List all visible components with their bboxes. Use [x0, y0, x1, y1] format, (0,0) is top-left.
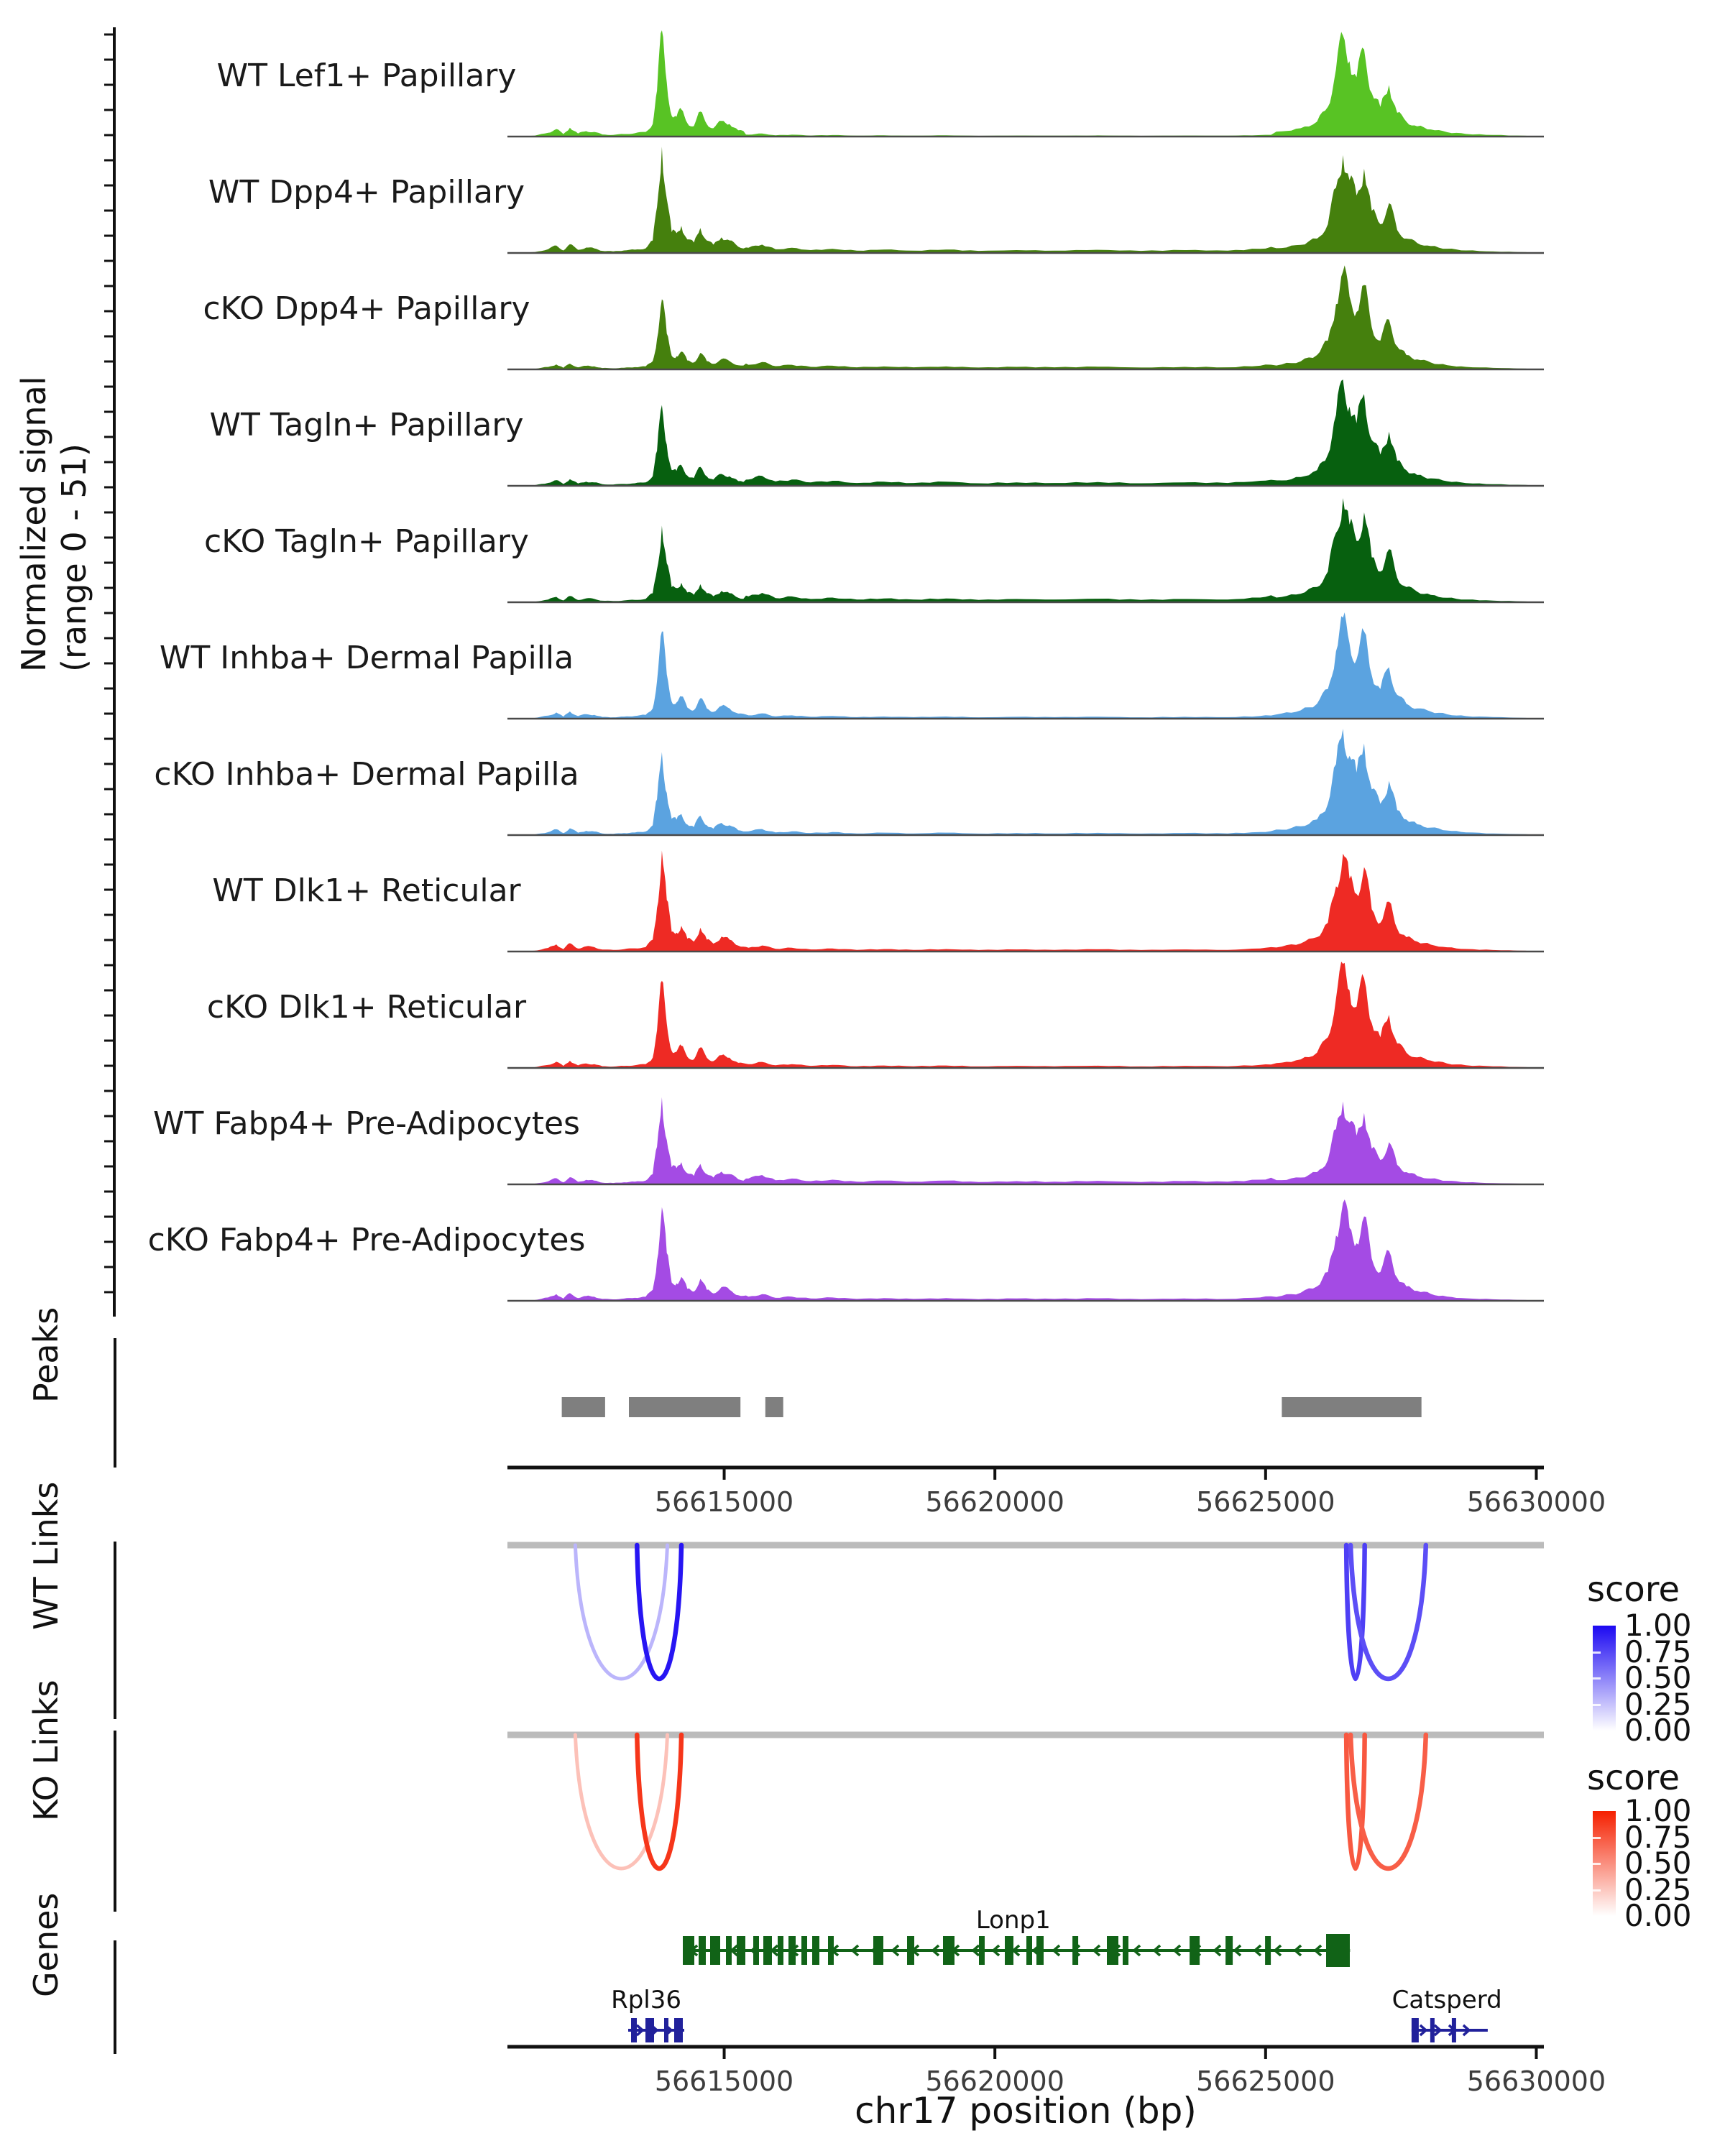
gene-exon-Lonp1	[726, 1936, 732, 1965]
peak-interval-1	[562, 1397, 605, 1417]
track-label-4: WT Tagln+ Papillary	[209, 407, 524, 443]
track-label-5: cKO Tagln+ Papillary	[204, 523, 529, 560]
bottom-x-axis-tick-label: 56620000	[925, 2065, 1064, 2097]
signal-area-9	[510, 962, 1542, 1068]
signal-area-11	[510, 1199, 1542, 1301]
bottom-x-axis-tick-label: 56615000	[654, 2065, 794, 2097]
ko-score-legend-label-0.00: 0.00	[1624, 1898, 1692, 1933]
track-label-8: WT Dlk1+ Reticular	[212, 872, 521, 909]
gene-exon-Rpl36	[631, 2018, 637, 2042]
gene-exon-Lonp1	[1326, 1934, 1350, 1967]
peak-interval-4	[1282, 1397, 1421, 1417]
gene-exon-Lonp1	[778, 1936, 783, 1965]
signal-area-1	[510, 30, 1542, 137]
wt-score-legend-title: score	[1587, 1570, 1680, 1610]
gene-exon-Lonp1	[1072, 1936, 1078, 1965]
gene-exon-Catsperd	[1430, 2018, 1435, 2042]
gene-exon-Rpl36	[645, 2018, 654, 2042]
gene-exon-Lonp1	[788, 1936, 796, 1965]
gene-exon-Lonp1	[753, 1936, 759, 1965]
wt-score-legend-label-0.75: 0.75	[1624, 1634, 1692, 1669]
peaks-x-axis-tick-label: 56615000	[654, 1486, 794, 1518]
track-label-11: cKO Fabp4+ Pre-Adipocytes	[147, 1222, 586, 1258]
ko-score-legend-title: score	[1587, 1758, 1680, 1798]
peaks-x-axis-tick-label: 56620000	[925, 1486, 1064, 1518]
gene-exon-Lonp1	[737, 1936, 745, 1965]
gene-exon-Lonp1	[710, 1936, 720, 1965]
ko-score-legend-gradient-tick	[1593, 1889, 1601, 1892]
gene-exon-Lonp1	[801, 1936, 807, 1965]
gene-exon-Catsperd	[1452, 2018, 1456, 2042]
wt-score-legend-label-0.50: 0.50	[1624, 1660, 1692, 1695]
signal-area-4	[510, 379, 1542, 486]
gene-label-Lonp1: Lonp1	[975, 1906, 1051, 1935]
gene-exon-Lonp1	[699, 1936, 706, 1965]
x-axis-title: chr17 position (bp)	[855, 2090, 1197, 2132]
peaks-x-axis-tick-label: 56630000	[1466, 1486, 1606, 1518]
peak-interval-3	[765, 1397, 783, 1417]
gene-label-Rpl36: Rpl36	[611, 1986, 682, 2014]
gene-exon-Lonp1	[907, 1936, 914, 1965]
ko-score-legend-gradient-tick	[1593, 1863, 1601, 1865]
gene-exon-Rpl36	[674, 2018, 683, 2042]
gene-exon-Lonp1	[1123, 1936, 1128, 1965]
wt-score-legend-gradient-tick	[1593, 1677, 1601, 1680]
gene-exon-Lonp1	[943, 1936, 954, 1965]
wt-score-legend-gradient-tick	[1593, 1704, 1601, 1706]
ko-score-legend-gradient-tick	[1593, 1837, 1601, 1839]
wt-score-legend-label-0.00: 0.00	[1624, 1713, 1692, 1748]
track-label-1: WT Lef1+ Papillary	[216, 57, 517, 94]
track-label-3: cKO Dpp4+ Papillary	[203, 290, 530, 327]
gene-exon-Lonp1	[763, 1936, 772, 1965]
gene-exon-Lonp1	[873, 1936, 883, 1965]
peaks-x-axis-tick-label: 56625000	[1196, 1486, 1335, 1518]
wt-score-legend-label-1.00: 1.00	[1624, 1608, 1692, 1643]
signal-area-8	[510, 851, 1542, 952]
genome-browser-figure: Normalized signal (range 0 - 51) Peaks WT Links KO Links Genes score score chr17 position (bp) WT Lef1+ Papillary WT Dpp4+ Papillary cKO Dpp4+ Papillary WT Tagln+ Papillary cKO Tagln+ Papillary WT Inhba+ Dermal Papilla cKO Inhba+ Dermal Papilla WT Dlk1+ Reticular cKO Dlk1+ Reticular WT Fabp4+ Pre-Adipocytes cKO Fabp4+ Pre-Adipocytes 56615000 56620000 56625000 56630000 56615000 56620000 56625000 56630000 1.00 0.75 0.50 0.25 0.00 1.00 0.75 0.50 0.25 0.00 Lonp1 Rpl36 Catsperd	[0, 0, 1725, 2156]
peak-interval-2	[629, 1397, 740, 1417]
gene-exon-Catsperd	[1412, 2018, 1419, 2042]
ko-score-legend-label-0.25: 0.25	[1624, 1871, 1692, 1907]
track-label-9: cKO Dlk1+ Reticular	[206, 989, 527, 1026]
track-label-2: WT Dpp4+ Papillary	[208, 174, 525, 211]
track-label-10: WT Fabp4+ Pre-Adipocytes	[153, 1105, 580, 1142]
gene-exon-Lonp1	[1107, 1936, 1118, 1965]
gene-exon-Lonp1	[828, 1936, 834, 1965]
gene-exon-Lonp1	[1005, 1936, 1013, 1965]
ko-score-legend-label-1.00: 1.00	[1624, 1793, 1692, 1828]
track-label-7: cKO Inhba+ Dermal Papilla	[154, 756, 579, 793]
gene-label-Catsperd: Catsperd	[1392, 1986, 1502, 2014]
gene-exon-Lonp1	[812, 1936, 819, 1965]
ko-links-arc-1	[575, 1735, 667, 1869]
signal-area-7	[510, 729, 1542, 835]
gene-exon-Lonp1	[979, 1936, 985, 1965]
gene-exon-Lonp1	[1225, 1936, 1233, 1965]
gene-exon-Lonp1	[1036, 1936, 1044, 1965]
signal-area-2	[510, 147, 1542, 253]
bottom-x-axis-tick-label: 56630000	[1466, 2065, 1606, 2097]
wt-score-legend-label-0.25: 0.25	[1624, 1686, 1692, 1722]
gene-exon-Lonp1	[683, 1936, 694, 1965]
wt-score-legend-gradient-tick	[1593, 1651, 1601, 1654]
track-label-6: WT Inhba+ Dermal Papilla	[159, 640, 574, 676]
signal-area-5	[510, 498, 1542, 602]
signal-area-6	[510, 612, 1542, 719]
gene-exon-Lonp1	[1026, 1936, 1032, 1965]
signal-area-3	[510, 265, 1542, 369]
ko-score-legend-label-0.50: 0.50	[1624, 1846, 1692, 1881]
gene-exon-Lonp1	[1265, 1936, 1271, 1965]
gene-exon-Rpl36	[664, 2018, 668, 2042]
gene-exon-Lonp1	[1190, 1936, 1200, 1965]
ko-score-legend-label-0.75: 0.75	[1624, 1819, 1692, 1855]
bottom-x-axis-tick-label: 56625000	[1196, 2065, 1335, 2097]
wt-links-arc-1	[575, 1545, 667, 1679]
signal-area-10	[510, 1097, 1542, 1184]
